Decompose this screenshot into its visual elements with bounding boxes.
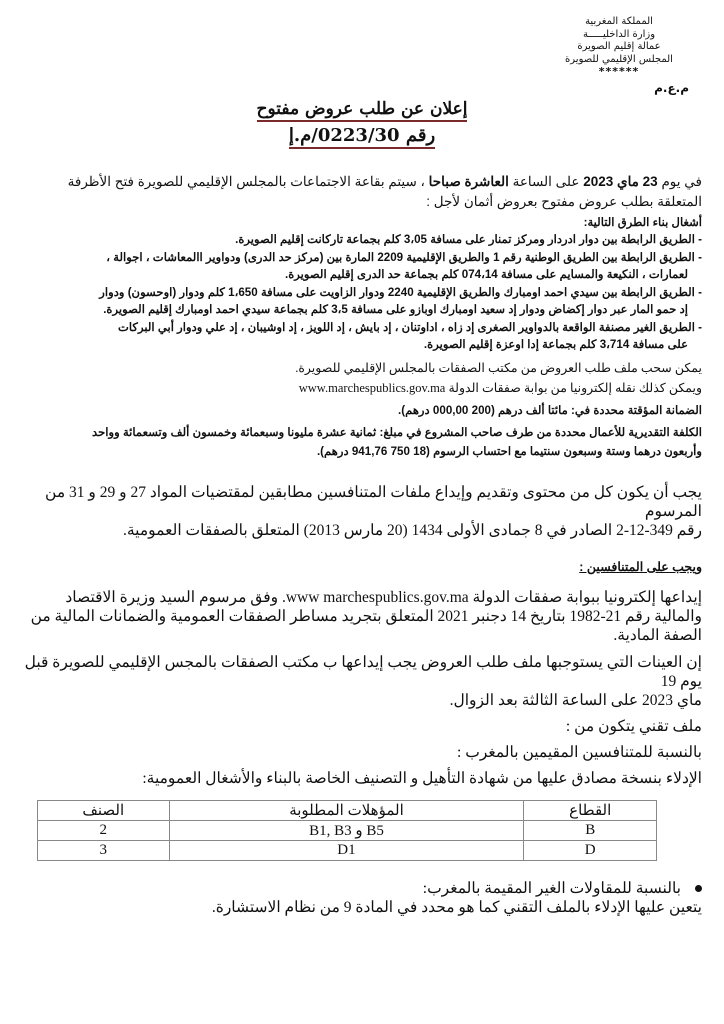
works-item-continued: لعمارات ، النكيعة والمسايم على مسافة 074،14 كلم بجماعة حد الدرى إقليم الصويرة. <box>284 268 688 281</box>
table-cell: B <box>524 820 657 840</box>
table-cell: 3 <box>38 840 170 860</box>
table-header-sector: القطاع <box>524 800 657 820</box>
estimated-cost: الكلفة التقديرية للأعمال محددة من طرف صاحب المشروع في مبلغ: ثمانية عشرة مليونا وسبعمائة وخمسون ألف وتسعمائة وواحد وأربعون درهما وستة وسبعون سنتيما مع احتساب الرسوم (18 750 941,76 درهم). <box>92 425 702 458</box>
non-residents-section: بالنسبة للمقاولات الغير المقيمة بالمغرب: يتعين عليها الإدلاء بالملف التقني كما هو محدد في المادة 9 من نظام الاستشارة. <box>211 879 702 916</box>
table-cell: D <box>524 840 657 860</box>
letterhead <box>544 16 694 79</box>
letterhead-line: المجلس الإقليمي للصويرة <box>565 53 673 65</box>
letterhead-line: عمالة إقليم الصويرة <box>577 41 661 52</box>
letterhead-line: وزارة الداخليـــــة <box>582 28 656 40</box>
withdraw-info: يمكن سحب ملف طلب العروض من مكتب الصفقات بالمجلس الإقليمي للصويرة. ويمكن كذلك نقله إلكترونيا من بوابة صفقات الدولة www.marchespublics.gov.ma <box>295 360 702 395</box>
table-header-qualifications: المؤهلات المطلوبة <box>169 800 524 820</box>
works-item-continued: إد حمو المار عبر دوار إكضاض ودوار إد سعيد اومبارك اوبازو على مسافة 3،5 كلم بجماعة سيدي احمد اومبارك إقليم الصويرة. <box>103 303 688 316</box>
table-row <box>38 840 657 860</box>
table-cell: D1 <box>169 840 524 860</box>
announcement-number: رقم 0223/30/م.إ <box>22 125 702 146</box>
certificate-requirement: الإدلاء بنسخة مصادق عليها من شهادة التأهيل و التصنيف الخاصة بالبناء والأشغال العمومية: <box>142 769 702 787</box>
reference-code: م.ع.م <box>654 80 689 95</box>
provisional-guarantee: الضمانة المؤقتة محددة في: مائتا ألف درهم (200 000,00 درهم). <box>398 403 702 417</box>
table-cell: 2 <box>38 820 170 840</box>
table-header-class: الصنف <box>38 800 170 820</box>
table-cell: B5 و B1, B3 <box>169 820 524 840</box>
deposit-paragraph: إيداعها إلكترونيا ببوابة صفقات الدولة www marchespublics.gov.ma. وفق مرسوم السيد وزيرة الاقتصاد والمالية رقم 21-1982 بتاريخ 14 دجنبر 2021 المتعلق بتجريد مساطر الصفقات العمومية والضمانات المالية من الصفة المادية. <box>30 588 702 644</box>
works-item-continued: على مسافة 3،714 كلم بجماعة إدا اوعزة إقليم الصويرة. <box>423 338 688 351</box>
technical-file-label: ملف تقني يتكون من : <box>565 717 702 735</box>
announcement-title: إعلان عن طلب عروض مفتوح <box>22 99 702 119</box>
works-item: - الطريق الرابطة بين الطريق الوطنية رقم 1 والطريق الإقليمية 2209 المارة بين (مركز حد الدرى) ودواوير االمعاشات ، اجوالة ، <box>106 250 702 264</box>
table-header-row <box>38 800 657 820</box>
opening-date: 23 ماي 2023 <box>583 173 658 189</box>
compliance-paragraph: يجب أن يكون كل من محتوى وتقديم وإيداع ملفات المتنافسين مطابقين لمقتضيات المواد 27 و 29 و 31 من المرسوم رقم 349-12-2 الصادر في 8 جمادى الأولى 1434 (20 مارس 2013) المتعلق بالصفقات العمومية. <box>45 483 702 539</box>
works-item: - الطريق الرابطة بين دوار ادردار ومركز تمنار على مسافة 3،05 كلم بجماعة تاركانت إقليم الصويرة. <box>235 233 702 246</box>
letterhead-wrapper <box>22 16 702 95</box>
qualification-table <box>37 800 657 861</box>
intro-paragraph: في يوم 23 ماي 2023 على الساعة العاشرة صباحا ، سيتم بقاعة الاجتماعات بالمجلس الإقليمي للصويرة فتح الأظرفة المتعلقة بطلب عروض مفتوح بعروض أثمان لأجل : <box>67 173 702 209</box>
works-heading: أشغال بناء الطرق التالية: <box>583 215 702 229</box>
samples-paragraph: إن العينات التي يستوجبها ملف طلب العروض يجب إيداعها ب مكتب الصفقات بالمجس الإقليمي للصويرة قبل يوم 19 ماي 2023 على الساعة الثالثة بعد الزوال. <box>24 653 702 709</box>
works-item: - الطريق الغير مصنفة الواقعة بالدواوير الصغرى إد زاه ، اداوتنان ، إد بايش ، إد اللويز ، إد اوشيبان ، إد علي ودوار أبي البركات <box>117 320 702 334</box>
residents-label: بالنسبة للمتنافسين المقيمين بالمغرب : <box>457 743 702 761</box>
works-item: - الطريق الرابطة بين سيدي احمد اومبارك والطريق الإقليمية 2240 ودوار الزاويت على مسافة 1،650 كلم ودوار (اوحسون) ودوار <box>99 285 702 299</box>
letterhead-line: المملكة المغربية <box>585 16 653 27</box>
table-row <box>38 820 657 840</box>
opening-time: العاشرة صباحا <box>428 173 509 189</box>
obligations-heading: ويجب على المتنافسين : <box>579 559 702 574</box>
works-list <box>22 214 702 354</box>
bullet-icon <box>695 885 702 892</box>
letterhead-stars: ****** <box>598 65 640 78</box>
